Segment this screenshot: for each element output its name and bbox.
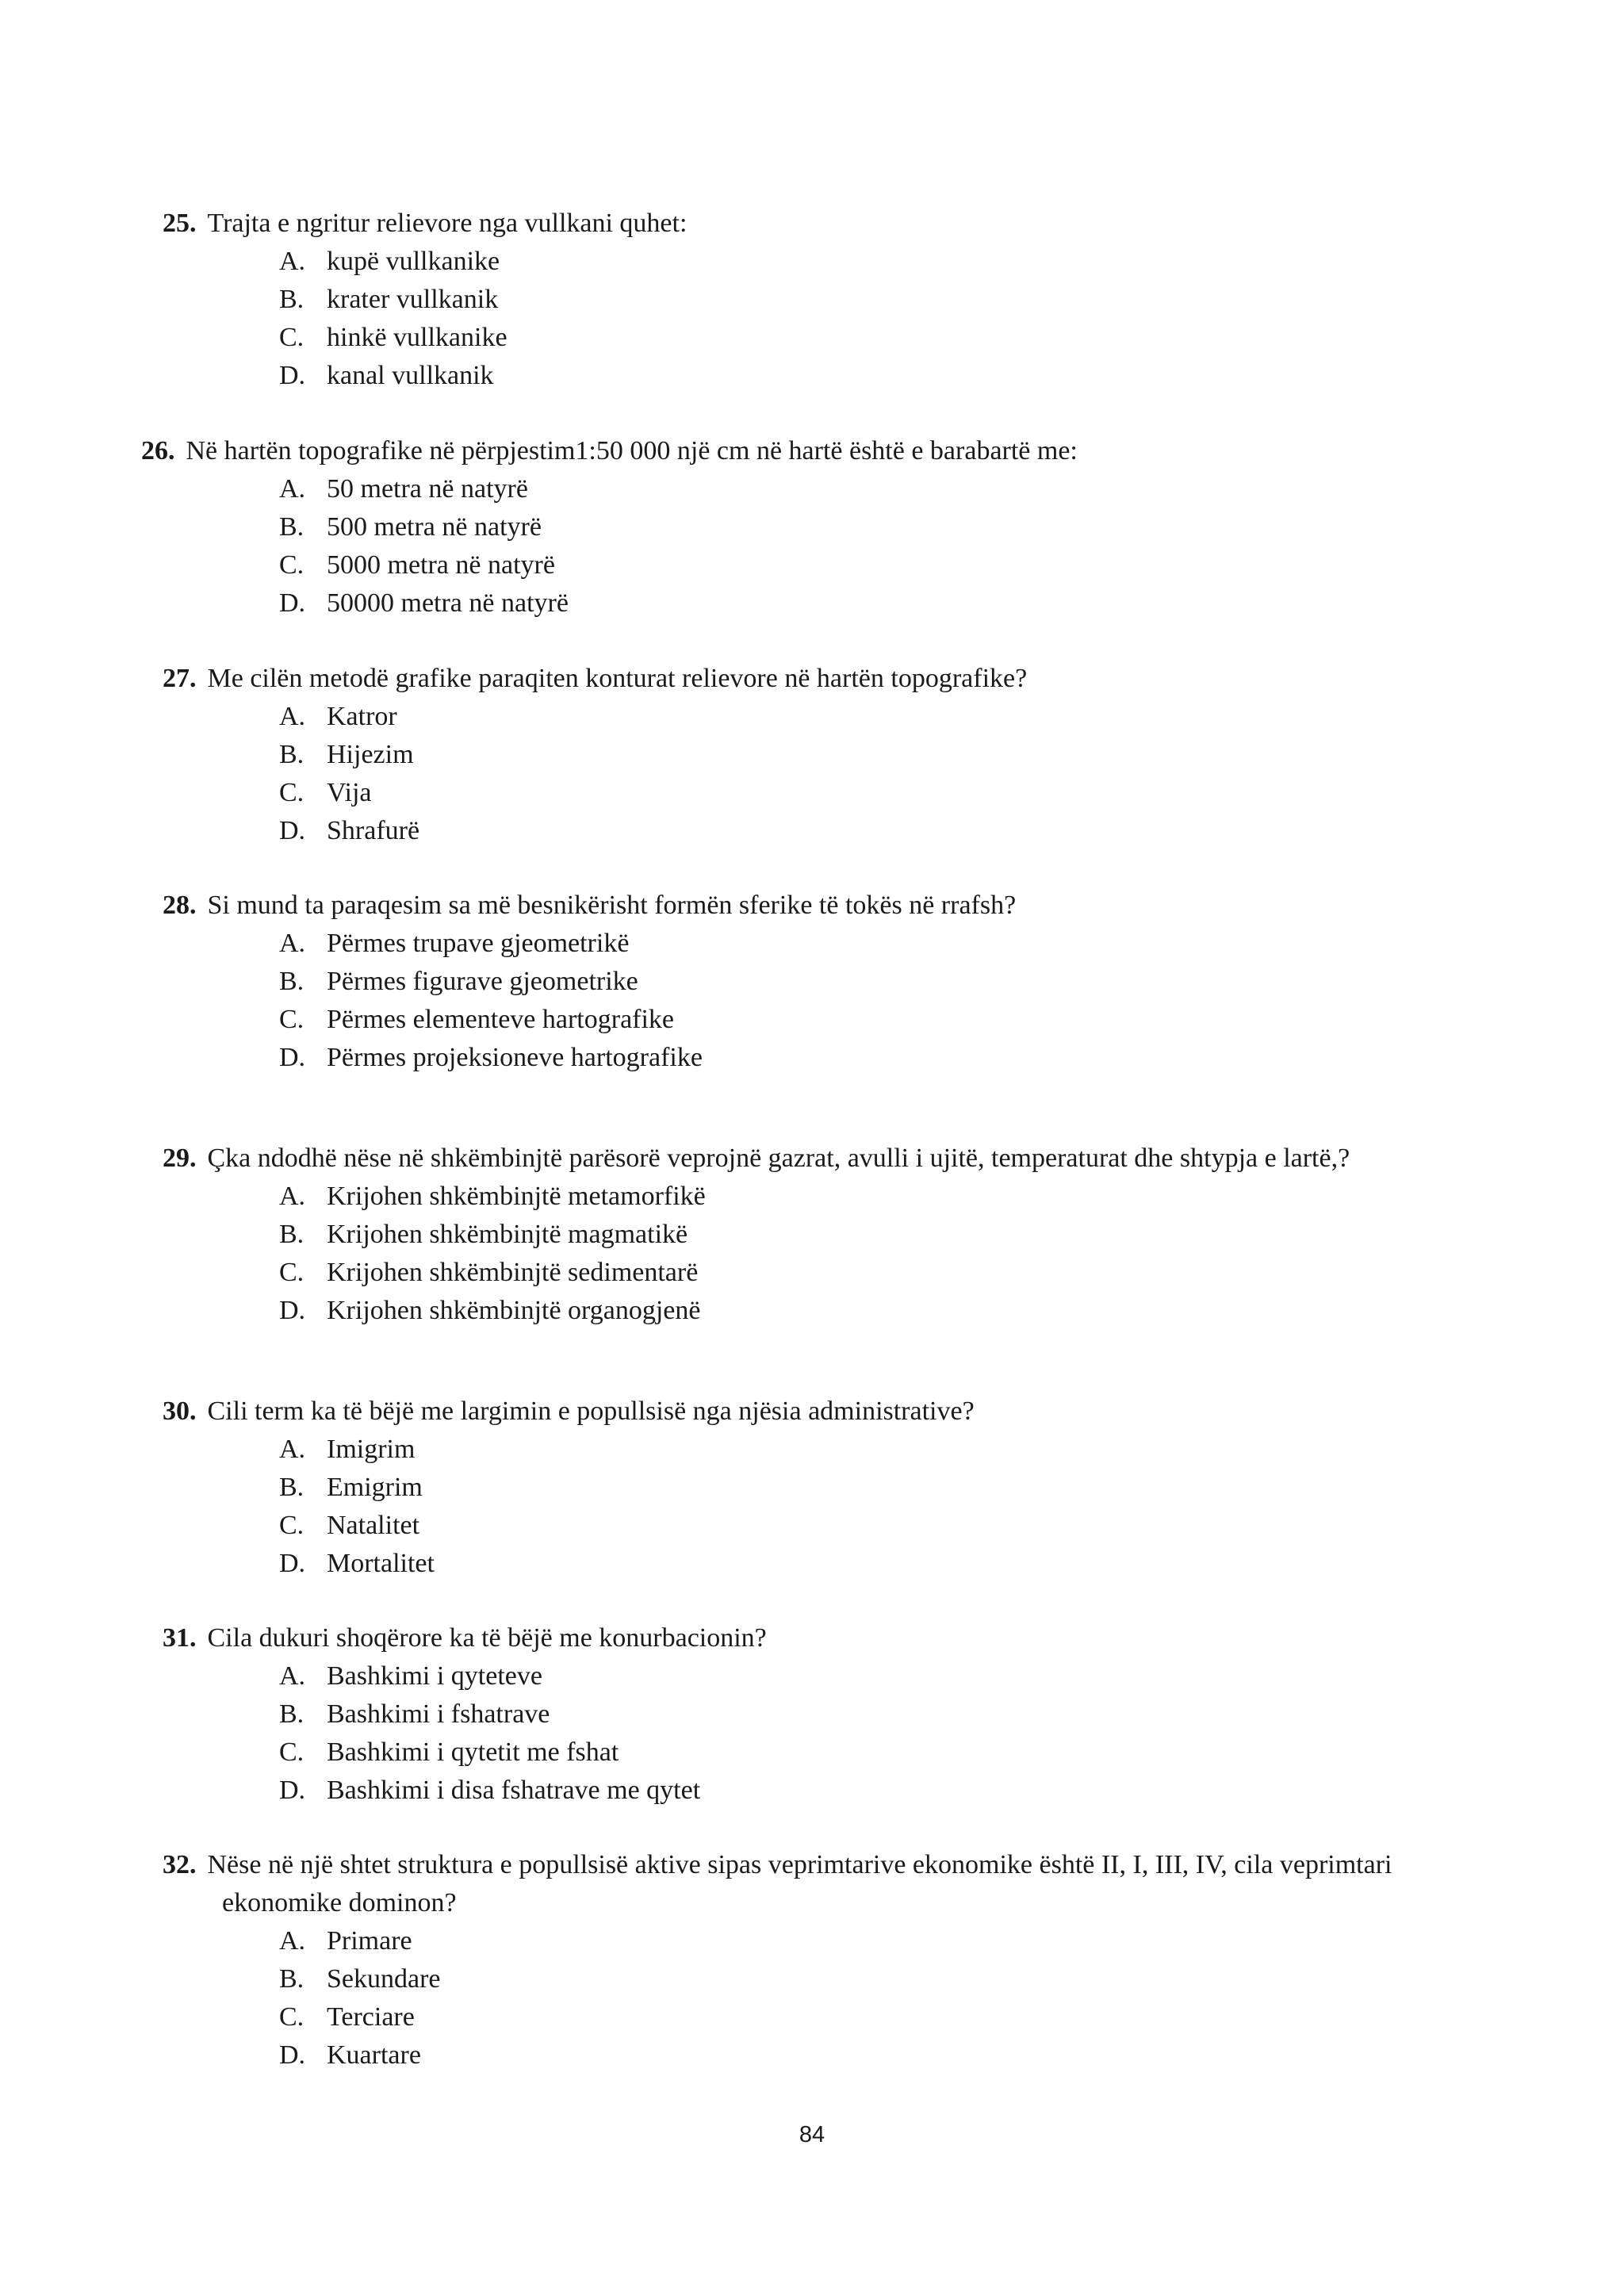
question-stem: [163, 1846, 1392, 1884]
option-letter: D.: [279, 816, 306, 845]
option-letter: C.: [279, 2002, 304, 2032]
option-c: [279, 546, 555, 584]
option-d: [279, 1292, 700, 1330]
option-b: [279, 508, 542, 546]
question-text: Çka ndodhë nëse në shkëmbinjtë parësorë veprojnë gazrat, avulli i ujitë, temperaturat dhe shtypja e lartë,?: [207, 1144, 1350, 1173]
option-b: [279, 963, 638, 1001]
option-text: Kuartare: [327, 2040, 421, 2070]
option-letter: C.: [279, 1005, 304, 1034]
option-letter: A.: [279, 1661, 306, 1691]
option-text: Përmes figurave gjeometrike: [327, 967, 638, 996]
option-text: Terciare: [327, 2002, 415, 2032]
option-letter: B.: [279, 1964, 304, 1994]
option-c: [279, 1734, 619, 1772]
option-text: Katror: [327, 702, 397, 731]
question-stem: [141, 432, 1078, 470]
option-letter: B.: [279, 740, 304, 769]
option-letter: D.: [279, 361, 306, 390]
option-a: [279, 243, 500, 281]
option-letter: D.: [279, 1296, 306, 1325]
option-letter: A.: [279, 929, 306, 958]
option-text: Natalitet: [327, 1511, 420, 1540]
option-letter: B.: [279, 1473, 304, 1502]
question-stem: [163, 1393, 975, 1431]
option-text: Mortalitet: [327, 1549, 435, 1578]
option-text: Imigrim: [327, 1435, 416, 1464]
question-number: 32.: [163, 1850, 197, 1879]
option-letter: D.: [279, 1549, 306, 1578]
option-text: Emigrim: [327, 1473, 423, 1502]
question-stem: [163, 1140, 1350, 1178]
option-text: 5000 metra në natyrë: [327, 550, 555, 580]
option-c: [279, 1507, 419, 1545]
option-d: [279, 2036, 421, 2075]
question-stem: [163, 205, 687, 243]
option-text: Krijohen shkëmbinjtë sedimentarë: [327, 1258, 699, 1287]
option-b: [279, 281, 498, 319]
question-number: 30.: [163, 1396, 197, 1426]
question-number: 28.: [163, 891, 197, 920]
option-text: Krijohen shkëmbinjtë organogjenë: [327, 1296, 701, 1325]
option-letter: C.: [279, 1258, 304, 1287]
option-text: 50000 metra në natyrë: [327, 588, 569, 618]
question-stem: [163, 887, 1016, 925]
question-text: Cili term ka të bëjë me largimin e popullsisë nga njësia administrative?: [207, 1396, 975, 1426]
question-stem: [163, 1619, 767, 1657]
option-letter: D.: [279, 2040, 306, 2070]
option-text: Përmes projeksioneve hartografike: [327, 1043, 703, 1072]
option-letter: B.: [279, 285, 304, 314]
option-c: [279, 1998, 415, 2036]
option-text: Bashkimi i qytetit me fshat: [327, 1737, 619, 1767]
option-b: [279, 1469, 423, 1507]
option-text: 50 metra në natyrë: [327, 474, 528, 504]
option-text: Bashkimi i disa fshatrave me qytet: [327, 1776, 701, 1805]
option-text: Bashkimi i fshatrave: [327, 1699, 550, 1729]
option-letter: C.: [279, 778, 304, 807]
option-letter: B.: [279, 1220, 304, 1249]
option-text: Bashkimi i qyteteve: [327, 1661, 542, 1691]
option-text: Krijohen shkëmbinjtë magmatikë: [327, 1220, 688, 1249]
option-a: [279, 1178, 706, 1216]
option-d: [279, 584, 569, 623]
option-letter: D.: [279, 1776, 306, 1805]
option-d: [279, 812, 419, 850]
option-c: [279, 1254, 698, 1292]
option-letter: D.: [279, 1043, 306, 1072]
option-text: Hijezim: [327, 740, 414, 769]
option-letter: A.: [279, 1926, 306, 1956]
option-a: [279, 1657, 542, 1695]
question-stem: [163, 660, 1027, 698]
option-b: [279, 736, 414, 774]
option-letter: A.: [279, 474, 306, 504]
question-number: 27.: [163, 664, 197, 693]
option-letter: D.: [279, 588, 306, 618]
option-text: Shrafurë: [327, 816, 420, 845]
option-c: [279, 319, 508, 357]
option-text: Përmes trupave gjeometrikë: [327, 929, 630, 958]
option-c: [279, 1001, 674, 1039]
option-c: [279, 774, 372, 812]
option-d: [279, 1772, 700, 1810]
option-d: [279, 1039, 703, 1077]
option-letter: B.: [279, 512, 304, 542]
option-letter: C.: [279, 323, 304, 352]
question-text: Si mund ta paraqesim sa më besnikërisht formën sferike të tokës në rrafsh?: [207, 891, 1017, 920]
question-number: 29.: [163, 1144, 197, 1173]
page-number: 84: [799, 2122, 825, 2147]
option-b: [279, 1695, 550, 1734]
option-text: Sekundare: [327, 1964, 441, 1994]
question-number: 31.: [163, 1623, 197, 1653]
question-text: Nëse në një shtet struktura e popullsisë aktive sipas veprimtarive ekonomike është II, I, III, IV, cila veprimtari: [207, 1850, 1392, 1879]
option-text: Përmes elementeve hartografike: [327, 1005, 675, 1034]
option-letter: B.: [279, 967, 304, 996]
option-d: [279, 1545, 435, 1583]
option-a: [279, 1431, 415, 1469]
option-text: kanal vullkanik: [327, 361, 494, 390]
option-letter: A.: [279, 702, 306, 731]
option-letter: A.: [279, 1182, 306, 1211]
question-text: Në hartën topografike në përpjestim1:50 000 një cm në hartë është e barabartë me:: [186, 436, 1078, 465]
option-a: [279, 698, 397, 736]
option-letter: C.: [279, 550, 304, 580]
option-a: [279, 470, 528, 508]
option-text: krater vullkanik: [327, 285, 499, 314]
option-letter: C.: [279, 1737, 304, 1767]
question-text: Trajta e ngritur relievore nga vullkani quhet:: [207, 209, 688, 238]
option-b: [279, 1216, 688, 1254]
question-number: 26.: [141, 436, 175, 465]
option-b: [279, 1960, 441, 1998]
option-text: Vija: [327, 778, 372, 807]
question-text: Cila dukuri shoqërore ka të bëjë me konurbacionin?: [207, 1623, 767, 1653]
option-letter: A.: [279, 1435, 306, 1464]
question-number: 25.: [163, 209, 197, 238]
option-d: [279, 357, 494, 395]
question-text-continued: ekonomike dominon?: [222, 1888, 457, 1917]
question-text: Me cilën metodë grafike paraqiten konturat relievore në hartën topografike?: [207, 664, 1028, 693]
option-text: 500 metra në natyrë: [327, 512, 542, 542]
option-a: [279, 925, 629, 963]
option-text: Krijohen shkëmbinjtë metamorfikë: [327, 1182, 706, 1211]
option-text: kupë vullkanike: [327, 247, 500, 276]
option-text: hinkë vullkanike: [327, 323, 508, 352]
option-letter: A.: [279, 247, 306, 276]
option-letter: C.: [279, 1511, 304, 1540]
option-letter: B.: [279, 1699, 304, 1729]
option-a: [279, 1922, 412, 1960]
option-text: Primare: [327, 1926, 412, 1956]
